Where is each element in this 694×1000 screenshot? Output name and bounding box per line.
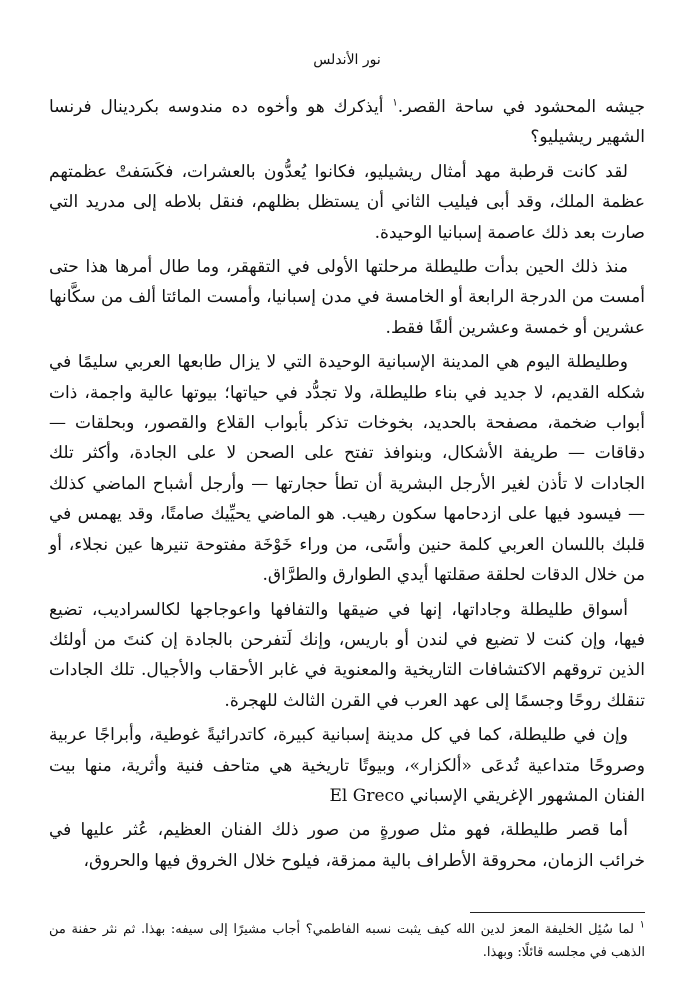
footnote-reference[interactable]: ١ bbox=[392, 97, 398, 109]
footnote-marker: ١ bbox=[639, 919, 645, 931]
paragraph-1-text: جيشه المحشود في ساحة القصر. bbox=[397, 97, 645, 117]
paragraph-6 bbox=[49, 720, 645, 811]
painter-name-latin: El Greco bbox=[329, 785, 405, 806]
paragraph-2: لقد كانت قرطبة مهد أمثال ريشيليو، فكانوا يُعدُّون بالعشرات، فكَسَفتْ عظمتهم عظمة الملك، وقد أبى فيليب الثاني أن يستظل بظلهم، فنقل بلاطه إلى مدريد التي صارت بعد ذلك عاصمة إسبانيا الوحيدة. bbox=[49, 161, 645, 243]
paragraph-6-text: وإن في طليطلة، كما في كل مدينة إسبانية كبيرة، كاتدرائيةً غوطية، وأبراجًا عربية وصروحًا متداعية تُدعَى «ألكزار»، وبيوتًا تاريخية هي متاحف فنية وأثرية، منها بيت الفنان المشهور الإغريقي الإسباني bbox=[49, 725, 645, 806]
footnote bbox=[49, 918, 645, 964]
footnote-separator bbox=[470, 912, 645, 913]
footnote-text: لما سُئِل الخليفة المعز لدين الله كيف يثبت نسبه الفاطمي؟ أجاب مشيرًا إلى سيفه: بهذا. ثم نثر حفنة من الذهب في مجلسه قائلًا: وبهذا. bbox=[49, 922, 645, 960]
body-text bbox=[49, 92, 645, 876]
paragraph-4: وطليطلة اليوم هي المدينة الإسبانية الوحيدة التي لا يزال طابعها العربي سليمًا في شكله القديم، لا جديد في بناء طليطلة، ولا تجدُّد في حياتها؛ بيوتها عالية واجمة، ذات أبواب ضخمة، مصفحة بالحديد، بخوخات تذكر بأبواب القلاع والقصور، وبحلقات — دقاقات — طريفة الأشكال، وبنوافذ تفتح على الصحن لا على الجادة، وأكثر تلك الجادات لا تأذن لغير الأرجل البشرية أن تطأ حجارتها — وأرجل أشباح الماضي كذلك — فيسود فيها على ازدحامها سكون رهيب. هو الماضي يحيِّيك صامتًا، وقد يهمس في قلبك باللسان العربي كلمة حنين وأسًى، من وراء خَوْخَة مفتوحة تنيرها عين نجلاء، أو من خلال الدقات لحلقة صقلتها أيدي الطوارق والطرَّاق. bbox=[49, 352, 645, 586]
paragraph-3: منذ ذلك الحين بدأت طليطلة مرحلتها الأولى في التقهقر، وما طال أمرها هذا حتى أمست من الدرجة الرابعة أو الخامسة في مدن إسبانيا، وأمست المائتا ألف من سكَّانها عشرين أو خمسة وعشرين ألفًا فقط. bbox=[49, 257, 645, 338]
paragraph-1-continuation: أيذكرك هو وأخوه ده مندوسه بكردينال فرنسا الشهير ريشيليو؟ bbox=[49, 97, 645, 148]
running-header: نور الأندلس bbox=[313, 52, 381, 68]
paragraph-5: أسواق طليطلة وجاداتها، إنها في ضيقها والتفافها واعوجاجها لكالسراديب، تضيع فيها، وإن كنت لا تضيع في لندن أو باريس، وإنك لَتفرحن بالجادة إن كنتَ من أولئك الذين تروقهم الاكتشافات التاريخية والمعنوية في غابر الأحقاب والأجيال. تلك الجادات تنقلك روحًا وجسمًا إلى عهد العرب في القرن الثالث للهجرة. bbox=[49, 599, 645, 711]
paragraph-1 bbox=[49, 92, 645, 153]
paragraph-7: أما قصر طليطلة، فهو مثل صورةٍ من صور ذلك الفنان العظيم، عُثر عليها في خرائب الزمان، محروقة الأطراف بالية ممزقة، فيلوح خلال الخروق فيها والحروق، bbox=[49, 820, 645, 871]
